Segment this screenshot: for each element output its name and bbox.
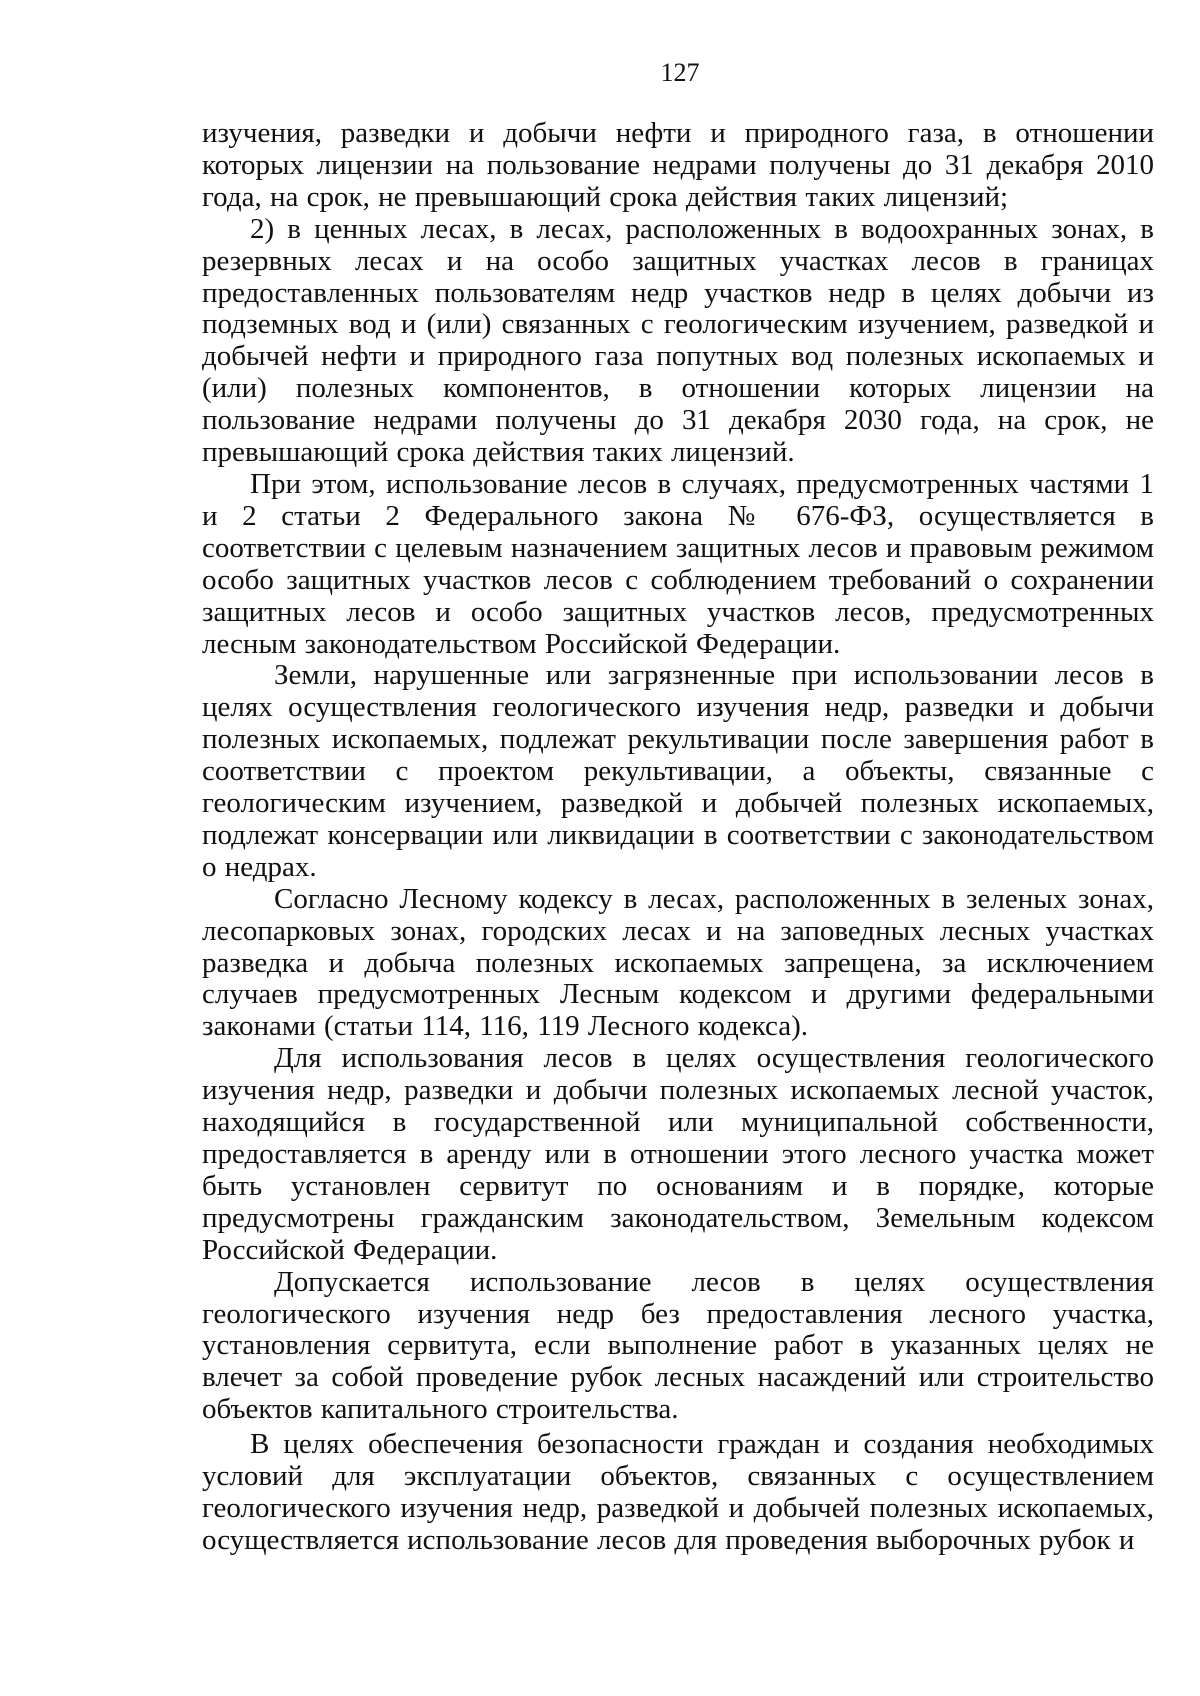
paragraph-law-676: При этом, использование лесов в случаях, предусмотренных частями 1 и 2 статьи 2 Федерального закона № 676-ФЗ, осуществляется в соответствии с целевым назначением защитных лесов и правовым режимом особо защитных участков лесов с соблюдением требований о сохранении защитных лесов и особо защитных участков лесов, предусмотренных лесным законодательством Российской Федерации. — [202, 467, 1154, 660]
paragraph-license-continuation: изучения, разведки и добычи нефти и природного газа, в отношении которых лицензии на пользование недрами получены до 31 декабря 2010 года, на срок, не превышающий срока действия таких лицензий; — [202, 117, 1154, 213]
page-number: 127 — [660, 58, 700, 87]
paragraph-land-recultivation: Земли, нарушенные или загрязненные при использовании лесов в целях осуществления геологического изучения недр, разведки и добычи полезных ископаемых, подлежат рекультивации после завершения работ в соответствии с проектом рекультивации, а объекты, связанные с геологическим изучением, разведкой и добычей полезных ископаемых, подлежат консервации или ликвидации в соответствии с законодательством о недрах. — [202, 659, 1154, 883]
paragraph-item-2: 2) в ценных лесах, в лесах, расположенных в водоохранных зонах, в резервных лесах и на особо защитных участках лесов в границах предоставленных пользователям недр участков недр в целях добычи из подземных вод и (или) связанных с геологическим изучением, разведкой и добычей нефти и природного газа попутных вод полезных ископаемых и (или) полезных компонентов, в отношении которых лицензии на пользование недрами получены до 31 декабря 2030 года, на срок, не превышающий срока действия таких лицензий. — [202, 212, 1154, 469]
paragraph-without-plot: Допускается использование лесов в целях осуществления геологического изучения недр без предоставления лесного участка, установления сервитута, если выполнение работ в указанных целях не влечет за собой проведение рубок лесных насаждений или строительство объектов капитального строительства. — [202, 1265, 1154, 1426]
paragraph-safety: В целях обеспечения безопасности граждан и создания необходимых условий для эксплуатации объектов, связанных с осуществлением геологического изучения недр, разведкой и добычей полезных ископаемых, осуществляется использование лесов для проведения выборочных рубок и — [202, 1428, 1154, 1556]
paragraph-lease-servitude: Для использования лесов в целях осуществления геологического изучения недр, разведки и добычи полезных ископаемых лесной участок, находящийся в государственной или муниципальной собственности, предоставляется в аренду или в отношении этого лесного участка может быть установлен сервитут по основаниям и в порядке, которые предусмотрены гражданским законодательством, Земельным кодексом Российской Федерации. — [202, 1042, 1154, 1266]
paragraph-forest-code-prohibition: Согласно Лесному кодексу в лесах, расположенных в зеленых зонах, лесопарковых зонах, городских лесах и на заповедных лесных участках разведка и добыча полезных ископаемых запрещена, за исключением случаев предусмотренных Лесным кодексом и другими федеральными законами (статьи 114, 116, 119 Лесного кодекса). — [202, 882, 1154, 1043]
document-body — [202, 118, 1154, 1557]
